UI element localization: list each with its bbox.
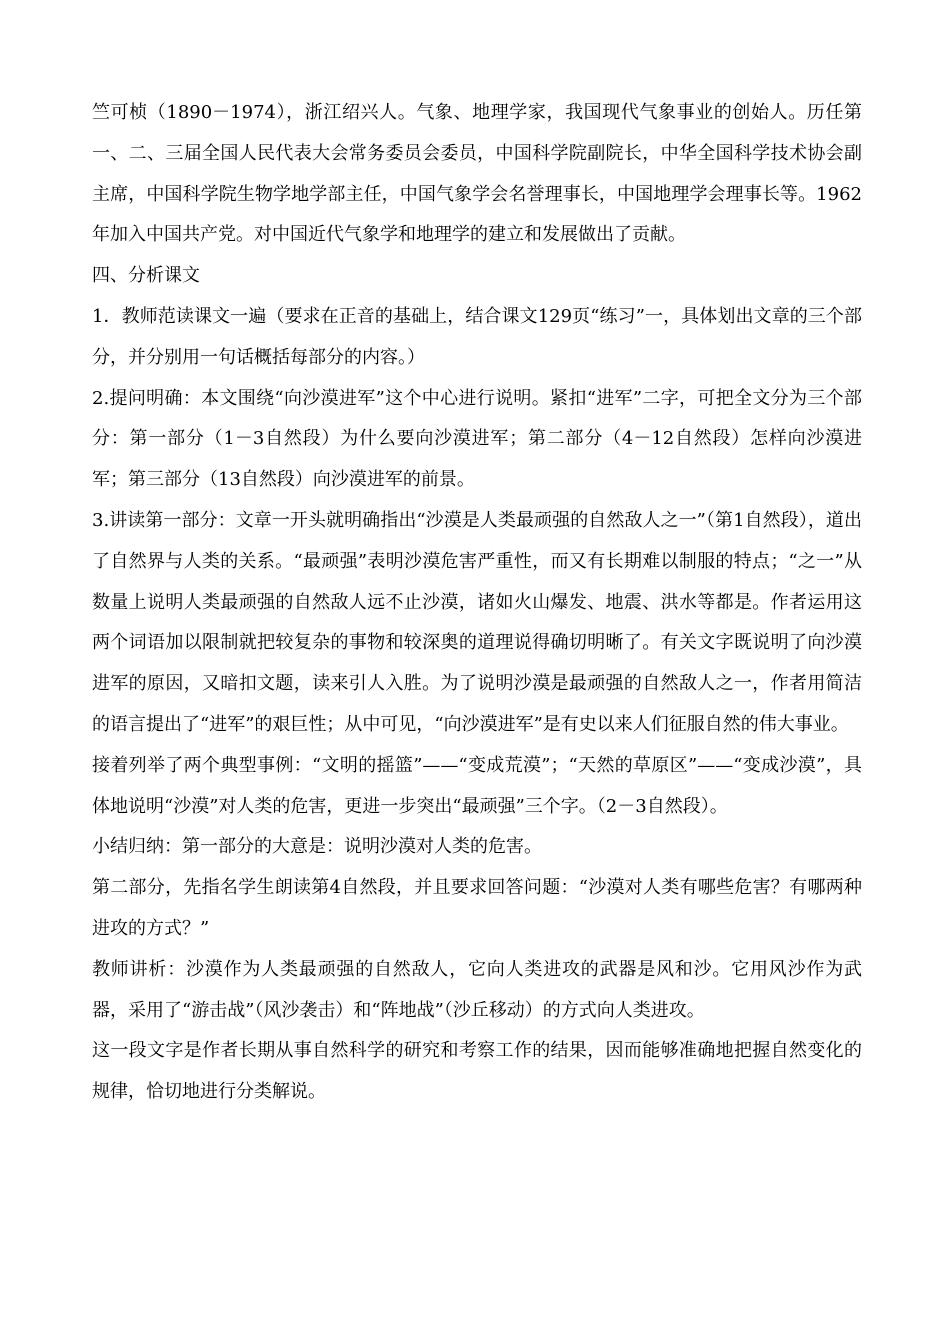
closing-paragraph: 这一段文字是作者长期从事自然科学的研究和考察工作的结果，因而能够准确地把握自然变化的规律，恰切地进行分类解说。 <box>92 1040 862 1103</box>
summary-paragraph: 小结归纳：第一部分的大意是：说明沙漠对人类的危害。 <box>92 836 542 858</box>
author-bio-paragraph: 竺可桢（1890－1974），浙江绍兴人。气象、地理学家，我国现代气象事业的创始人。历任第一、二、三届全国人民代表大会常务委员会委员，中国科学院副院长，中华全国科学技术协会副主席，中国科学院生物学地学部主任，中国气象学会名誉理事长，中国地理学会理事长等。1962年加入中国共产党。对中国近代气象学和地理学的建立和发展做出了贡献。 <box>92 102 862 246</box>
section-heading-analysis: 四、分析课文 <box>92 265 200 287</box>
teacher-explanation-paragraph: 教师讲析：沙漠作为人类最顽强的自然敌人，它向人类进攻的武器是风和沙。它用风沙作为武器，采用了“游击战”（风沙袭击）和“阵地战”（沙丘移动）的方式向人类进攻。 <box>92 958 862 1021</box>
step-3-paragraph: 3.讲读第一部分：文章一开头就明确指出“沙漠是人类最顽强的自然敌人之一”（第1自然段），道出了自然界与人类的关系。“最顽强”表明沙漠危害严重性，而又有长期难以制服的特点；“之一”从数量上说明人类最顽强的自然敌人远不止沙漠，诸如火山爆发、地震、洪水等都是。作者运用这两个词语加以限制就把较复杂的事物和较深奥的道理说得确切明晰了。有关文字既说明了向沙漠进军的原因，又暗扣文题，读来引人入胜。为了说明沙漠是最顽强的自然敌人之一，作者用简洁的语言提出了“进军”的艰巨性；从中可见，“向沙漠进军”是有史以来人们征服自然的伟大事业。 <box>92 509 862 735</box>
step-2-paragraph: 2.提问明确：本文围绕“向沙漠进军”这个中心进行说明。紧扣“进军”二字，可把全文分为三个部分：第一部分（1－3自然段）为什么要向沙漠进军；第二部分（4－12自然段）怎样向沙漠进军；第三部分（13自然段）向沙漠进军的前景。 <box>92 387 862 491</box>
step-1-paragraph: 1．教师范读课文一遍（要求在正音的基础上，结合课文129页“练习”一，具体划出文章的三个部分，并分别用一句话概括每部分的内容。） <box>92 305 862 368</box>
document-page <box>92 93 862 1113</box>
examples-paragraph: 接着列举了两个典型事例：“文明的摇篮”——“变成荒漠”；“天然的草原区”——“变成沙漠”，具体地说明“沙漠”对人类的危害，更进一步突出“最顽强”三个字。（2－3自然段）。 <box>92 754 862 817</box>
part-two-paragraph: 第二部分，先指名学生朗读第4自然段，并且要求回答问题：“沙漠对人类有哪些危害？有哪两种进攻的方式？” <box>92 877 862 939</box>
